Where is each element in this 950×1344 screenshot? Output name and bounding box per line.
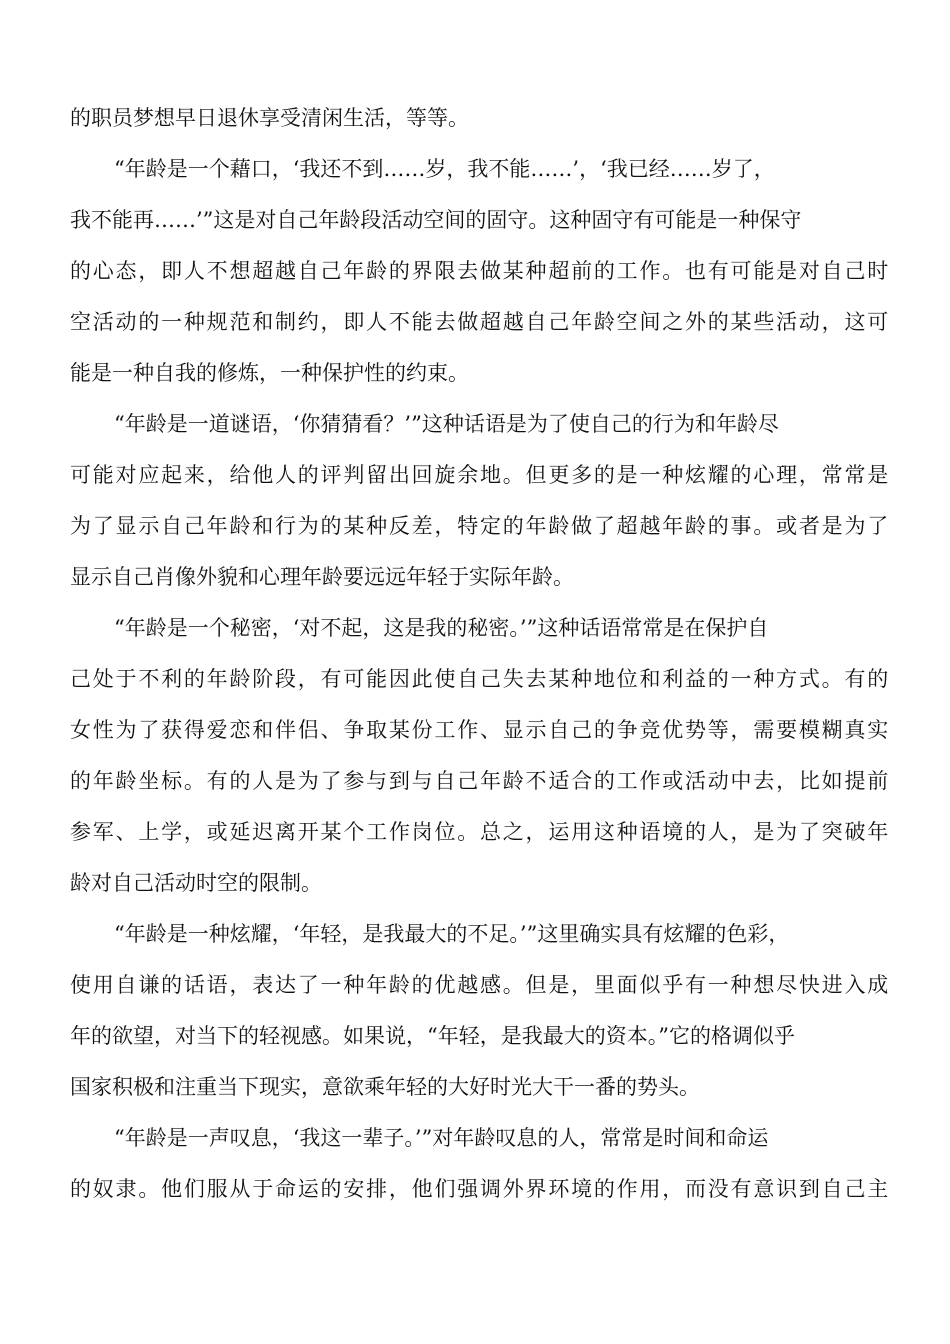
text-line: “年龄是一个藉口，‘我还不到……岁，我不能……’，‘我已经……岁了， (114, 157, 775, 181)
text-line: 使用自谦的话语，表达了一种年龄的优越感。但是，里面似乎有一种想尽快进入成 (70, 973, 890, 997)
text-line: 空活动的一种规范和制约，即人不能去做超越自己年龄空间之外的某些活动，这可 (70, 310, 890, 334)
text-line: “年龄是一声叹息，‘我这一辈子。’”对年龄叹息的人，常常是时间和命运 (114, 1126, 769, 1150)
text-line: 年的欲望，对当下的轻视感。如果说，“年轻，是我最大的资本。”它的格调似乎 (70, 1024, 795, 1048)
text-line: 为了显示自己年龄和行为的某种反差，特定的年龄做了超越年龄的事。或者是为了 (70, 514, 890, 538)
text-line: 龄对自己活动时空的限制。 (70, 871, 322, 895)
text-line: 能是一种自我的修炼，一种保护性的约束。 (70, 361, 469, 385)
document-body (70, 93, 890, 1215)
text-line: “年龄是一种炫耀，‘年轻，是我最大的不足。’”这里确实具有炫耀的色彩， (114, 922, 790, 946)
text-line: 的心态，即人不想超越自己年龄的界限去做某种超前的工作。也有可能是对自己时 (70, 259, 890, 283)
text-line: 我不能再……’”这是对自己年龄段活动空间的固守。这种固守有可能是一种保守 (70, 208, 802, 232)
text-line: 己处于不利的年龄阶段，有可能因此使自己失去某种地位和利益的一种方式。有的 (70, 667, 890, 691)
text-line: 国家积极和注重当下现实，意欲乘年轻的大好时光大干一番的势头。 (70, 1075, 700, 1099)
text-line: 可能对应起来，给他人的评判留出回旋余地。但更多的是一种炫耀的心理，常常是 (70, 463, 890, 487)
text-line: 的职员梦想早日退休享受清闲生活，等等。 (70, 106, 469, 130)
text-line: 的年龄坐标。有的人是为了参与到与自己年龄不适合的工作或活动中去，比如提前 (70, 769, 890, 793)
text-line: 参军、上学，或延迟离开某个工作岗位。总之，运用这种语境的人，是为了突破年 (70, 820, 890, 844)
text-line: 显示自己肖像外貌和心理年龄要远远年轻于实际年龄。 (70, 565, 574, 589)
text-line: 女性为了获得爱恋和伴侣、争取某份工作、显示自己的争竞优势等，需要模糊真实 (70, 718, 890, 742)
text-line: “年龄是一道谜语，‘你猜猜看？’”这种话语是为了使自己的行为和年龄尽 (114, 412, 779, 436)
text-line: “年龄是一个秘密，‘对不起，这是我的秘密。’”这种话语常常是在保护自 (114, 616, 769, 640)
text-line: 的奴隶。他们服从于命运的安排，他们强调外界环境的作用，而没有意识到自己主 (70, 1177, 890, 1201)
